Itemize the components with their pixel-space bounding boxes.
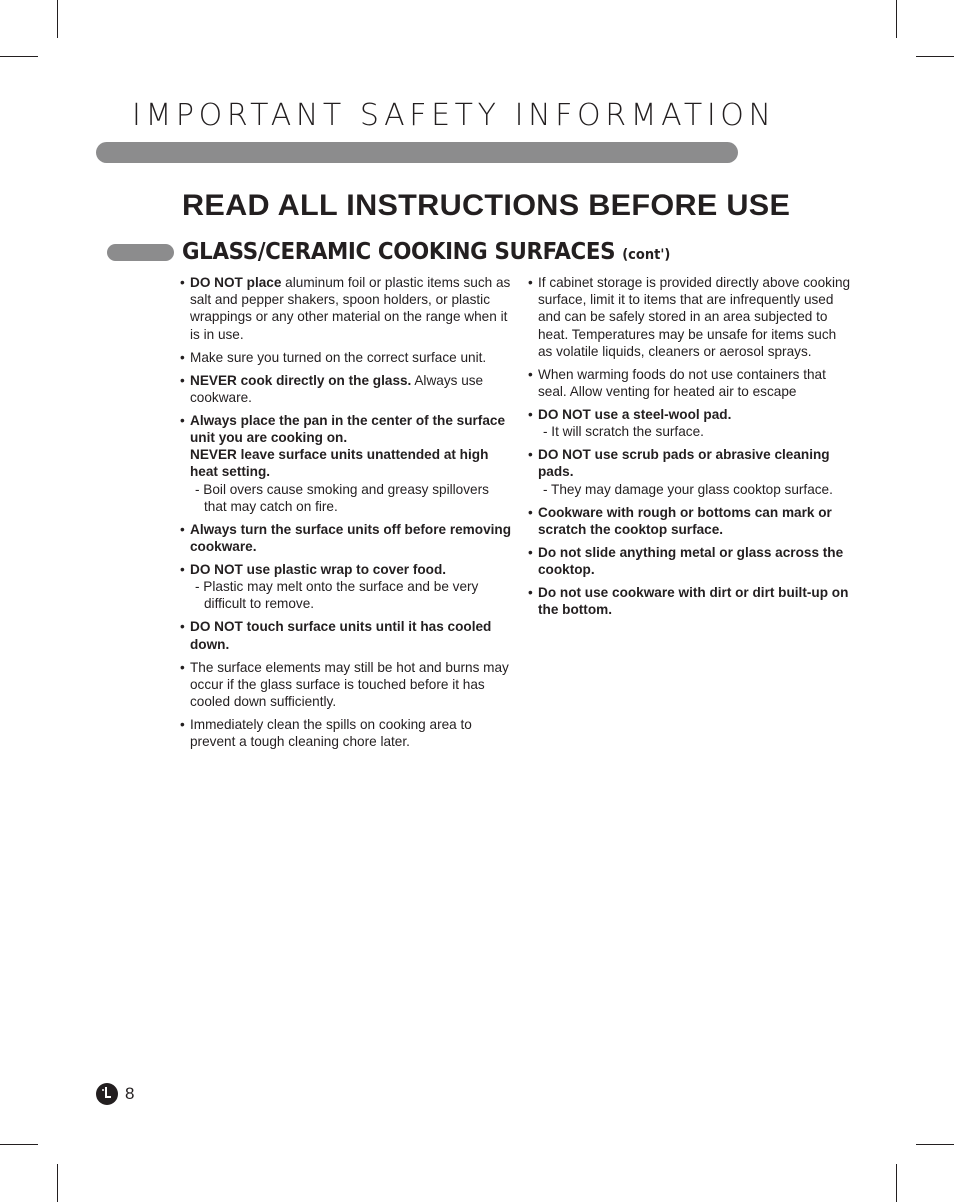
section-cont: (cont') xyxy=(622,247,671,263)
item-text: The surface elements may still be hot and burns may occur if the glass surface is touched before it has cooled down sufficiently. xyxy=(190,659,509,710)
right-column xyxy=(528,274,854,624)
item-text: When warming foods do not use containers that seal. Allow venting for heated air to escape xyxy=(538,366,826,400)
list-item xyxy=(180,521,512,555)
list-item xyxy=(528,446,854,498)
bullet: • xyxy=(528,275,533,290)
sub-item: - Plastic may melt onto the surface and be very difficult to remove. xyxy=(195,579,479,612)
item-bold: DO NOT use plastic wrap to cover food. xyxy=(190,562,447,578)
left-column xyxy=(180,274,512,756)
crop-mark xyxy=(0,1144,38,1145)
bullet: • xyxy=(180,521,185,537)
title-bar xyxy=(96,142,738,163)
sub-item: - They may damage your glass cooktop surface. xyxy=(543,481,833,497)
list-item xyxy=(180,412,512,515)
section-marker xyxy=(107,244,174,261)
item-text: Make sure you turned on the correct surface unit. xyxy=(190,349,487,365)
bullet: • xyxy=(180,562,185,578)
list-item xyxy=(180,349,512,366)
crop-mark xyxy=(896,1164,897,1202)
list-item xyxy=(528,584,854,618)
bullet: • xyxy=(180,659,185,675)
page-footer xyxy=(96,1083,134,1105)
section-title-text: GLASS/CERAMIC COOKING SURFACES xyxy=(182,239,616,265)
list-item xyxy=(180,561,512,613)
bullet: • xyxy=(528,544,533,560)
item-bold: DO NOT use a steel-wool pad. xyxy=(538,407,732,423)
item-text: If cabinet storage is provided directly above cooking surface, limit it to items that are infrequently used and can be safely stored in an area subjected to heat. Temperatures may be unsafe for items such as volatile liquids, cleaners or aerosol sprays. xyxy=(538,275,851,359)
item-bold: DO NOT place xyxy=(190,275,282,290)
list-item xyxy=(528,274,854,360)
list-item xyxy=(528,544,854,578)
crop-mark xyxy=(0,56,38,57)
item-bold: Do not slide anything metal or glass across the cooktop. xyxy=(538,544,844,578)
crop-mark xyxy=(896,0,897,38)
bullet: • xyxy=(180,412,185,428)
item-bold: NEVER cook directly on the glass. xyxy=(190,372,412,388)
crop-mark xyxy=(916,56,954,57)
sub-item: - Boil overs cause smoking and greasy spillovers that may catch on fire. xyxy=(195,481,489,514)
item-bold: Cookware with rough or bottoms can mark or scratch the cooktop surface. xyxy=(538,504,832,537)
list-item xyxy=(528,504,854,538)
read-all-heading: READ ALL INSTRUCTIONS BEFORE USE xyxy=(182,189,791,222)
page-title: IMPORTANT SAFETY INFORMATION xyxy=(132,98,776,133)
section-title xyxy=(182,239,670,265)
item-bold: Always place the pan in the center of the surface unit you are cooking on. xyxy=(190,412,506,446)
bullet: • xyxy=(180,619,185,635)
item-text: Immediately clean the spills on cooking area to prevent a tough cleaning chore later. xyxy=(190,717,472,750)
item-text: aluminum foil or plastic items such as salt and pepper shakers, spoon holders, or plastic wrappings or any other material on the range when it is in use. xyxy=(190,275,511,342)
bullet: • xyxy=(528,504,533,520)
item-bold: DO NOT use scrub pads or abrasive cleaning pads. xyxy=(538,447,830,480)
list-item xyxy=(180,618,512,652)
item-bold: NEVER leave surface units unattended at high heat setting. xyxy=(190,447,489,480)
item-text: Always use cookware. xyxy=(190,372,484,405)
page-number: 8 xyxy=(125,1084,135,1103)
bullet: • xyxy=(180,372,185,388)
item-bold: Do not use cookware with dirt or dirt built-up on the bottom. xyxy=(538,585,849,618)
list-item xyxy=(528,366,854,400)
bullet: • xyxy=(180,275,185,290)
bullet: • xyxy=(180,349,185,365)
bullet: • xyxy=(528,407,533,423)
item-bold: DO NOT touch surface units until it has cooled down. xyxy=(190,619,492,652)
sub-item: - It will scratch the surface. xyxy=(543,424,704,440)
bullet: • xyxy=(180,717,185,733)
list-item xyxy=(180,716,512,750)
crop-mark xyxy=(57,0,58,38)
list-item xyxy=(180,274,512,343)
lg-logo-icon xyxy=(96,1083,118,1105)
bullet: • xyxy=(528,366,533,382)
list-item xyxy=(180,659,512,711)
crop-mark xyxy=(57,1164,58,1202)
list-item xyxy=(528,406,854,440)
item-bold: Always turn the surface units off before removing cookware. xyxy=(190,521,512,555)
bullet: • xyxy=(528,585,533,601)
crop-mark xyxy=(916,1144,954,1145)
bullet: • xyxy=(528,447,533,463)
list-item xyxy=(180,372,512,406)
